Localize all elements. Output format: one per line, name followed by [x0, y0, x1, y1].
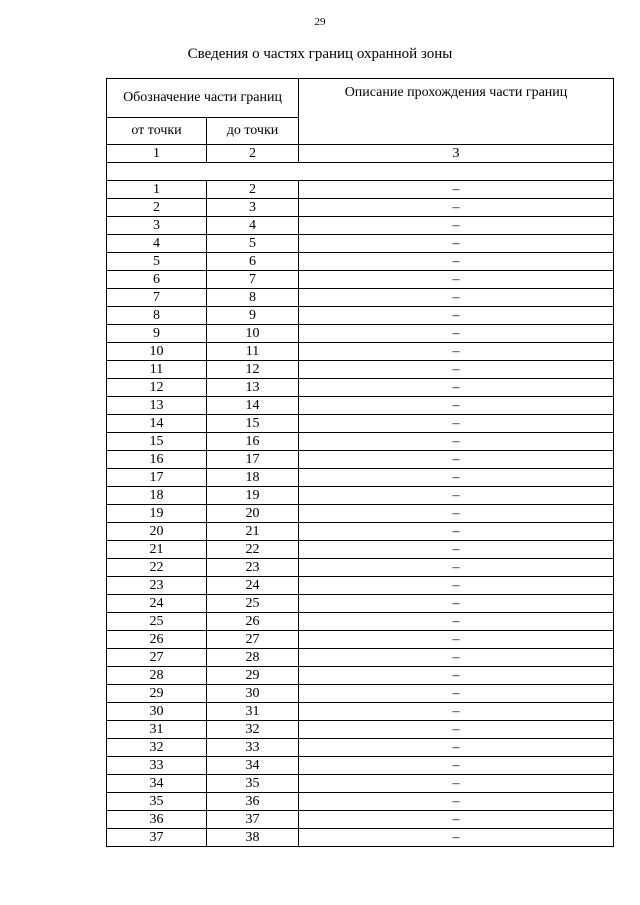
description-cell: – [299, 253, 614, 271]
to-point-cell: 35 [207, 775, 299, 793]
to-point-cell: 19 [207, 487, 299, 505]
from-point-cell: 30 [107, 703, 207, 721]
to-point-cell: 27 [207, 631, 299, 649]
to-point-cell: 26 [207, 613, 299, 631]
to-point-cell: 23 [207, 559, 299, 577]
column-number: 1 [107, 145, 207, 163]
from-point-cell: 2 [107, 199, 207, 217]
description-cell: – [299, 487, 614, 505]
to-point-cell: 8 [207, 289, 299, 307]
table-row [107, 721, 614, 739]
header-description: Описание прохождения части границ [299, 79, 614, 145]
to-point-cell: 3 [207, 199, 299, 217]
table-row [107, 415, 614, 433]
table-row [107, 379, 614, 397]
from-point-cell: 1 [107, 181, 207, 199]
table-row [107, 505, 614, 523]
table-row [107, 541, 614, 559]
to-point-cell: 28 [207, 649, 299, 667]
from-point-cell: 34 [107, 775, 207, 793]
boundary-table [106, 78, 614, 847]
to-point-cell: 13 [207, 379, 299, 397]
from-point-cell: 12 [107, 379, 207, 397]
description-cell: – [299, 361, 614, 379]
to-point-cell: 11 [207, 343, 299, 361]
description-cell: – [299, 757, 614, 775]
to-point-cell: 10 [207, 325, 299, 343]
from-point-cell: 10 [107, 343, 207, 361]
from-point-cell: 29 [107, 685, 207, 703]
page-number: 29 [314, 16, 326, 28]
to-point-cell: 7 [207, 271, 299, 289]
from-point-cell: 11 [107, 361, 207, 379]
description-cell: – [299, 235, 614, 253]
from-point-cell: 19 [107, 505, 207, 523]
from-point-cell: 37 [107, 829, 207, 847]
to-point-cell: 14 [207, 397, 299, 415]
description-cell: – [299, 793, 614, 811]
description-cell: – [299, 649, 614, 667]
column-number: 2 [207, 145, 299, 163]
description-cell: – [299, 217, 614, 235]
table-row [107, 307, 614, 325]
header-to-point: до точки [207, 118, 299, 145]
header-from-point: от точки [107, 118, 207, 145]
table-header-row [107, 79, 614, 118]
table-row [107, 325, 614, 343]
description-cell: – [299, 685, 614, 703]
table-row [107, 739, 614, 757]
from-point-cell: 14 [107, 415, 207, 433]
from-point-cell: 5 [107, 253, 207, 271]
from-point-cell: 18 [107, 487, 207, 505]
description-cell: – [299, 307, 614, 325]
from-point-cell: 17 [107, 469, 207, 487]
column-number: 3 [299, 145, 614, 163]
description-cell: – [299, 703, 614, 721]
table-row [107, 487, 614, 505]
description-cell: – [299, 469, 614, 487]
to-point-cell: 37 [207, 811, 299, 829]
description-cell: – [299, 595, 614, 613]
description-cell: – [299, 541, 614, 559]
to-point-cell: 30 [207, 685, 299, 703]
table-row [107, 757, 614, 775]
from-point-cell: 33 [107, 757, 207, 775]
table-row [107, 667, 614, 685]
from-point-cell: 20 [107, 523, 207, 541]
description-cell: – [299, 631, 614, 649]
description-cell: – [299, 289, 614, 307]
table-row [107, 775, 614, 793]
to-point-cell: 36 [207, 793, 299, 811]
from-point-cell: 36 [107, 811, 207, 829]
empty-row [107, 163, 614, 181]
description-cell: – [299, 739, 614, 757]
table-row [107, 433, 614, 451]
table-row [107, 649, 614, 667]
table-row [107, 253, 614, 271]
to-point-cell: 17 [207, 451, 299, 469]
header-boundary-designation: Обозначение части границ [107, 79, 299, 118]
description-cell: – [299, 829, 614, 847]
description-cell: – [299, 505, 614, 523]
from-point-cell: 25 [107, 613, 207, 631]
table-row [107, 217, 614, 235]
document-title: Сведения о частях границ охранной зоны [187, 46, 453, 62]
table-row [107, 469, 614, 487]
from-point-cell: 9 [107, 325, 207, 343]
description-cell: – [299, 343, 614, 361]
description-cell: – [299, 667, 614, 685]
to-point-cell: 29 [207, 667, 299, 685]
from-point-cell: 3 [107, 217, 207, 235]
table-row [107, 235, 614, 253]
table-row [107, 199, 614, 217]
to-point-cell: 32 [207, 721, 299, 739]
to-point-cell: 33 [207, 739, 299, 757]
from-point-cell: 6 [107, 271, 207, 289]
description-cell: – [299, 325, 614, 343]
from-point-cell: 32 [107, 739, 207, 757]
table-row [107, 361, 614, 379]
description-cell: – [299, 199, 614, 217]
table-row [107, 793, 614, 811]
to-point-cell: 38 [207, 829, 299, 847]
table-row [107, 685, 614, 703]
table-row [107, 343, 614, 361]
table-row [107, 559, 614, 577]
to-point-cell: 6 [207, 253, 299, 271]
to-point-cell: 18 [207, 469, 299, 487]
to-point-cell: 34 [207, 757, 299, 775]
description-cell: – [299, 613, 614, 631]
description-cell: – [299, 559, 614, 577]
from-point-cell: 23 [107, 577, 207, 595]
from-point-cell: 31 [107, 721, 207, 739]
table-row [107, 271, 614, 289]
to-point-cell: 4 [207, 217, 299, 235]
from-point-cell: 15 [107, 433, 207, 451]
description-cell: – [299, 775, 614, 793]
from-point-cell: 22 [107, 559, 207, 577]
table-row [107, 703, 614, 721]
table-row [107, 451, 614, 469]
from-point-cell: 24 [107, 595, 207, 613]
to-point-cell: 20 [207, 505, 299, 523]
to-point-cell: 24 [207, 577, 299, 595]
empty-cell [107, 163, 614, 181]
description-cell: – [299, 397, 614, 415]
table-row [107, 595, 614, 613]
description-cell: – [299, 181, 614, 199]
to-point-cell: 25 [207, 595, 299, 613]
from-point-cell: 13 [107, 397, 207, 415]
to-point-cell: 22 [207, 541, 299, 559]
table-row [107, 613, 614, 631]
description-cell: – [299, 451, 614, 469]
table-row [107, 577, 614, 595]
table-row [107, 523, 614, 541]
from-point-cell: 8 [107, 307, 207, 325]
to-point-cell: 9 [207, 307, 299, 325]
to-point-cell: 21 [207, 523, 299, 541]
to-point-cell: 16 [207, 433, 299, 451]
from-point-cell: 26 [107, 631, 207, 649]
from-point-cell: 21 [107, 541, 207, 559]
from-point-cell: 7 [107, 289, 207, 307]
to-point-cell: 2 [207, 181, 299, 199]
from-point-cell: 35 [107, 793, 207, 811]
description-cell: – [299, 271, 614, 289]
table-row [107, 829, 614, 847]
to-point-cell: 5 [207, 235, 299, 253]
table-row [107, 181, 614, 199]
from-point-cell: 27 [107, 649, 207, 667]
description-cell: – [299, 721, 614, 739]
column-number-row [107, 145, 614, 163]
description-cell: – [299, 379, 614, 397]
table-row [107, 289, 614, 307]
description-cell: – [299, 415, 614, 433]
from-point-cell: 4 [107, 235, 207, 253]
description-cell: – [299, 811, 614, 829]
table-row [107, 631, 614, 649]
from-point-cell: 16 [107, 451, 207, 469]
to-point-cell: 31 [207, 703, 299, 721]
description-cell: – [299, 433, 614, 451]
to-point-cell: 15 [207, 415, 299, 433]
description-cell: – [299, 523, 614, 541]
from-point-cell: 28 [107, 667, 207, 685]
table-row [107, 397, 614, 415]
to-point-cell: 12 [207, 361, 299, 379]
description-cell: – [299, 577, 614, 595]
table-row [107, 811, 614, 829]
